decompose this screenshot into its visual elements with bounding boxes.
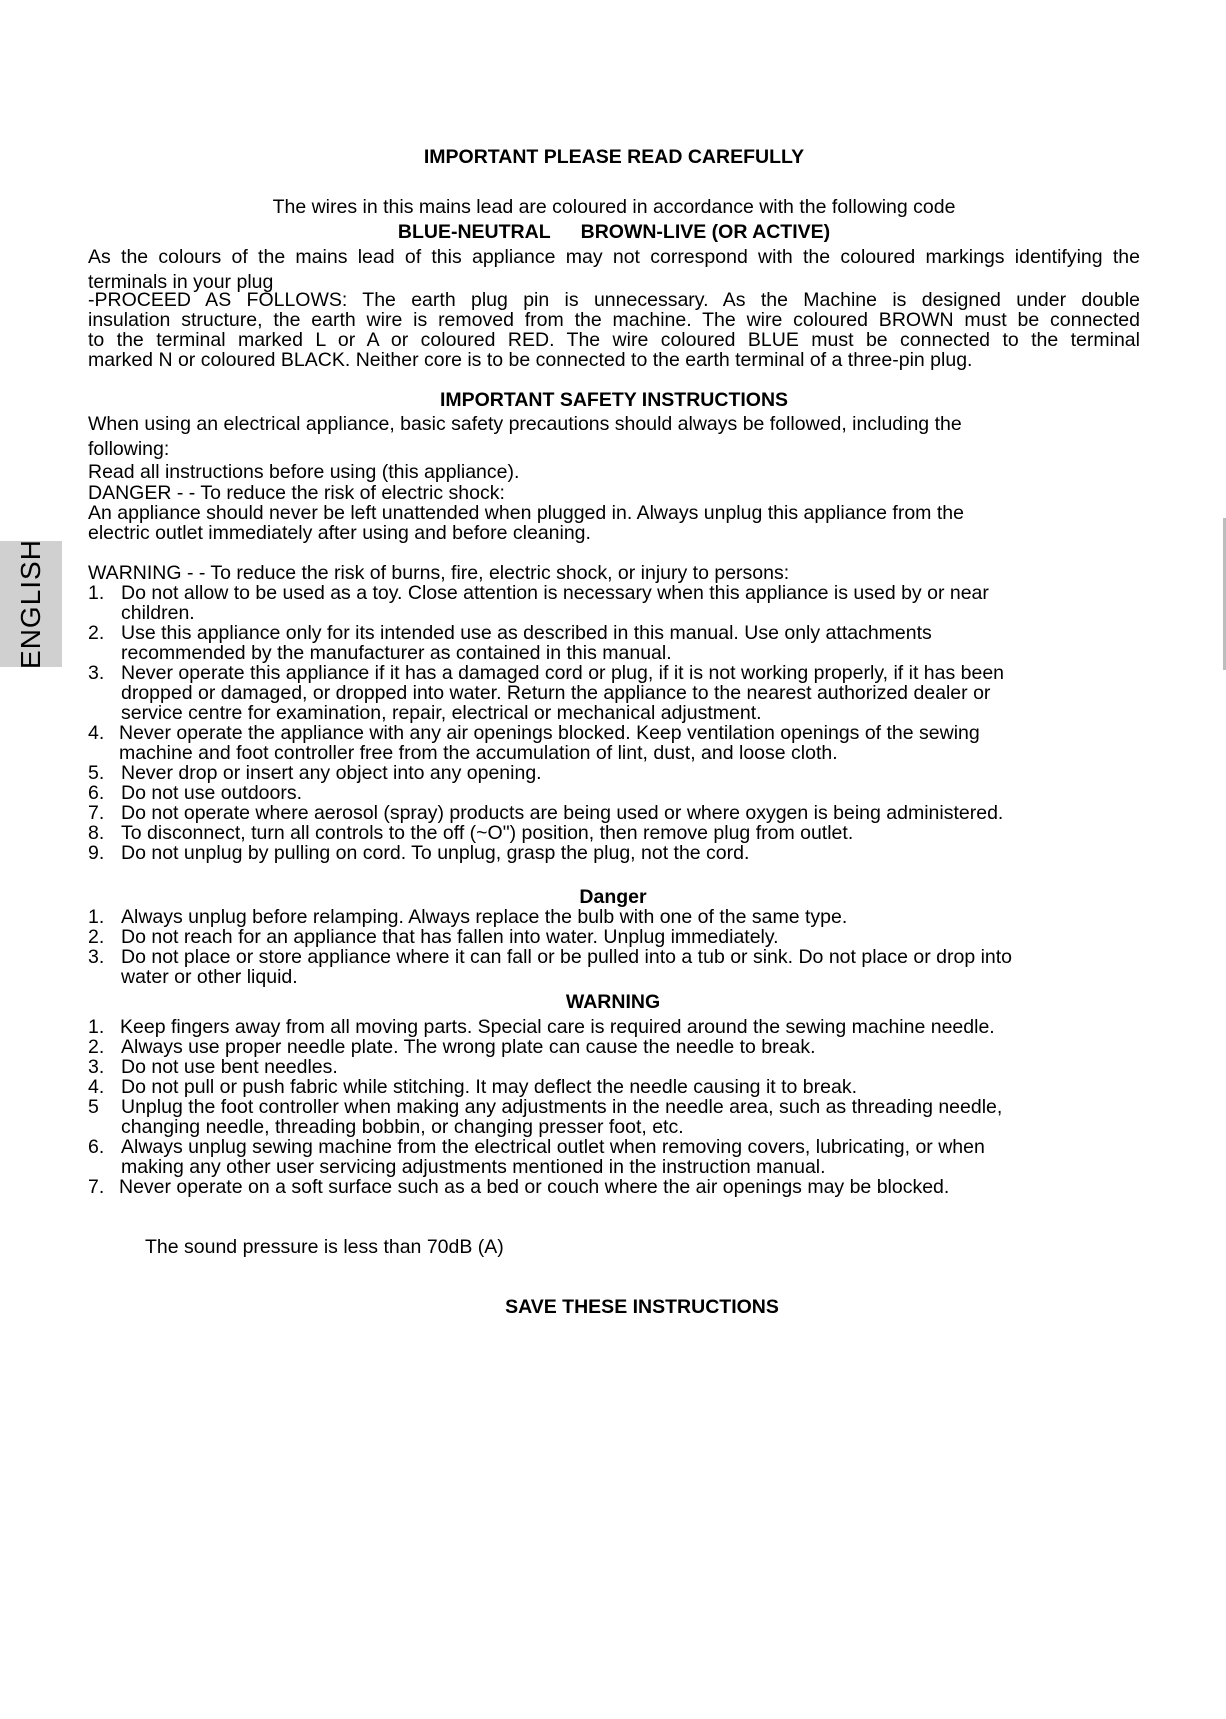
list-item-text: Use this appliance only for its intended use as described in this manual. Use only attachments — [121, 622, 932, 644]
list-item-continuation: recommended by the manufacturer as contained in this manual. — [121, 642, 672, 664]
list-item-number: 1. — [88, 582, 105, 604]
list-item-number: 4. — [88, 1076, 105, 1098]
safety-intro-line-6: electric outlet immediately after using and before cleaning. — [88, 522, 591, 544]
language-tab-label: ENGLISH — [15, 539, 46, 669]
list-item-text: Do not operate where aerosol (spray) products are being used or where oxygen is being administered. — [121, 802, 1004, 824]
list-item-text: Never operate the appliance with any air openings blocked. Keep ventilation openings of the sewing — [119, 722, 980, 744]
heading-safety-instructions: IMPORTANT SAFETY INSTRUCTIONS — [439, 389, 789, 411]
language-side-tab — [0, 541, 62, 667]
wire-code-live: BROWN-LIVE (OR ACTIVE) — [580, 221, 831, 243]
list-item-number: 3. — [88, 662, 105, 684]
wire-code-neutral: BLUE-NEUTRAL — [397, 221, 551, 243]
heading-save-instructions: SAVE THESE INSTRUCTIONS — [505, 1296, 779, 1318]
list-item-text: Always use proper needle plate. The wrong plate can cause the needle to break. — [121, 1036, 816, 1058]
list-item-text: Do not use outdoors. — [121, 782, 303, 804]
proceed-para-line-3: to the terminal marked L or A or coloured RED. The wire coloured BLUE must be connected to the terminal — [88, 329, 1140, 351]
safety-intro-line-2: following: — [88, 438, 170, 460]
list-item-continuation: machine and foot controller free from the accumulation of lint, dust, and loose cloth. — [119, 742, 838, 764]
list-item-text: Do not pull or push fabric while stitching. It may deflect the needle causing it to break. — [121, 1076, 857, 1098]
list-item-text: Never operate on a soft surface such as a bed or couch where the air openings may be blocked. — [119, 1176, 950, 1198]
wire-code — [88, 221, 1140, 243]
list-item-continuation: changing needle, threading bobbin, or changing presser foot, etc. — [121, 1116, 684, 1138]
list-item-number: 3. — [88, 946, 105, 968]
list-item-number: 2. — [88, 926, 105, 948]
list-item-number: 1. — [88, 1016, 105, 1038]
heading-important-read: IMPORTANT PLEASE READ CAREFULLY — [423, 146, 805, 168]
proceed-para-line-1: -PROCEED AS FOLLOWS: The earth plug pin is unnecessary. As the Machine is designed under double — [88, 289, 1140, 311]
list-item-text: Do not allow to be used as a toy. Close attention is necessary when this appliance is used by or near — [121, 582, 989, 604]
list-item-number: 7. — [88, 802, 105, 824]
list-item-text: Do not reach for an appliance that has fallen into water. Unplug immediately. — [121, 926, 779, 948]
list-item-text: Keep fingers away from all moving parts. Special care is required around the sewing machine needle. — [120, 1016, 995, 1038]
list-item-number: 5 — [88, 1096, 99, 1118]
list-item-text: Do not place or store appliance where it can fall or be pulled into a tub or sink. Do not place or drop into — [121, 946, 1013, 968]
list-item-continuation: service centre for examination, repair, electrical or mechanical adjustment. — [121, 702, 762, 724]
list-item-number: 1. — [88, 906, 105, 928]
list-item-continuation: children. — [121, 602, 195, 624]
safety-intro-line-1: When using an electrical appliance, basic safety precautions should always be followed, including the — [88, 413, 962, 435]
list-item-text: Never operate this appliance if it has a damaged cord or plug, if it is not working properly, if it has been — [121, 662, 1005, 684]
list-item-number: 2. — [88, 622, 105, 644]
list-item-number: 9. — [88, 842, 105, 864]
list-item-text: Unplug the foot controller when making any adjustments in the needle area, such as threading needle, — [121, 1096, 1003, 1118]
list-item-continuation: dropped or damaged, or dropped into water. Return the appliance to the nearest authorized dealer or — [121, 682, 991, 704]
list-item-text: Always unplug sewing machine from the electrical outlet when removing covers, lubricating, or when — [121, 1136, 985, 1158]
colours-para-line-2: terminals in your plug — [88, 271, 274, 293]
list-item-number: 2. — [88, 1036, 105, 1058]
list-item-text: To disconnect, turn all controls to the off (~O") position, then remove plug from outlet. — [121, 822, 854, 844]
safety-intro-line-4: DANGER - - To reduce the risk of electric shock: — [88, 482, 505, 504]
sound-pressure-note: The sound pressure is less than 70dB (A) — [145, 1236, 504, 1258]
list-item-text: Never drop or insert any object into any opening. — [121, 762, 542, 784]
list-item-text: Do not use bent needles. — [121, 1056, 338, 1078]
warning-intro: WARNING - - To reduce the risk of burns, fire, electric shock, or injury to persons: — [88, 562, 790, 584]
safety-intro-line-3: Read all instructions before using (this appliance). — [88, 461, 520, 483]
colours-para-line-1: As the colours of the mains lead of this appliance may not correspond with the coloured markings identifying the — [88, 246, 1140, 268]
list-item-text: Always unplug before relamping. Always replace the bulb with one of the same type. — [121, 906, 848, 928]
safety-intro-line-5: An appliance should never be left unattended when plugged in. Always unplug this appliance from the — [88, 502, 964, 524]
wires-intro: The wires in this mains lead are coloured in accordance with the following code — [272, 196, 956, 218]
heading-warning: WARNING — [565, 991, 661, 1013]
list-item-number: 4. — [88, 722, 105, 744]
list-item-number: 6. — [88, 782, 105, 804]
list-item-number: 8. — [88, 822, 105, 844]
heading-danger: Danger — [579, 886, 647, 908]
list-item-continuation: water or other liquid. — [121, 966, 298, 988]
list-item-number: 7. — [88, 1176, 105, 1198]
list-item-number: 3. — [88, 1056, 105, 1078]
proceed-para-line-2: insulation structure, the earth wire is removed from the machine. The wire coloured BROWN must be connected — [88, 309, 1140, 331]
list-item-number: 6. — [88, 1136, 105, 1158]
list-item-continuation: making any other user servicing adjustments mentioned in the instruction manual. — [121, 1156, 826, 1178]
list-item-number: 5. — [88, 762, 105, 784]
list-item-text: Do not unplug by pulling on cord. To unplug, grasp the plug, not the cord. — [121, 842, 750, 864]
proceed-para-line-4: marked N or coloured BLACK. Neither core is to be connected to the earth terminal of a three-pin plug. — [88, 349, 973, 371]
